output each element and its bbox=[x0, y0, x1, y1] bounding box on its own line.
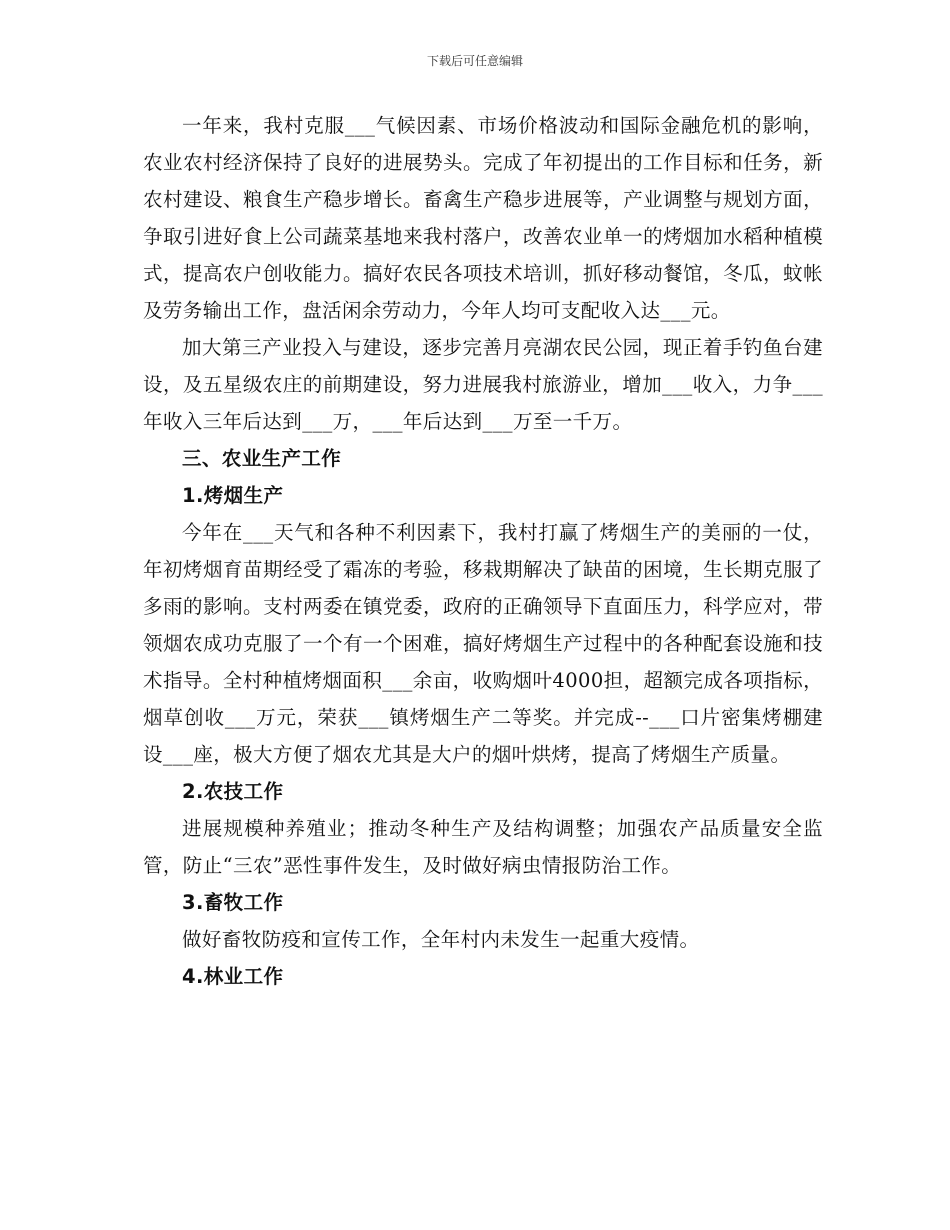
subheading-forestry: 4.林业工作 bbox=[182, 965, 284, 988]
subheading-agri-tech: 2.农技工作 bbox=[182, 780, 284, 803]
subheading-livestock: 3.畜牧工作 bbox=[182, 891, 284, 914]
paragraph-overview: 一年来，我村克服___气候因素、市场价格波动和国际金融危机的影响，农业农村经济保持了良好的进展势头。完成了年初提出的工作目标和任务，新农村建设、粮食生产稳步增长。畜禽生产稳步进展等，产业调整与规划方面，争取引进好食上公司蔬菜基地来我村落户，改善农业单一的烤烟加水稻种植模式，提高农户创收能力。搞好农民各项技术培训，抓好移动餐馆，冬瓜，蚊帐及劳务输出工作，盘活闲余劳动力，今年人均可支配收入达___元。 bbox=[143, 114, 823, 322]
paragraph-livestock: 做好畜牧防疫和宣传工作，全年村内未发生一起重大疫情。 bbox=[182, 928, 700, 951]
paragraph-tertiary-industry: 加大第三产业投入与建设，逐步完善月亮湖农民公园，现正着手钓鱼台建设，及五星级农庄的前期建设，努力进展我村旅游业，增加___收入，力争___年收入三年后达到___万，___年后达到___万至一千万。 bbox=[143, 336, 823, 433]
paragraph-tobacco: 今年在___天气和各种不利因素下，我村打赢了烤烟生产的美丽的一仗，年初烤烟育苗期经受了霜冻的考验，移栽期解决了缺苗的困境，生长期克服了多雨的影响。支村两委在镇党委，政府的正确领导下直面压力，科学应对，带领烟农成功克服了一个有一个困难，搞好烤烟生产过程中的各种配套设施和技术指导。全村种植烤烟面积___余亩，收购烟叶4000担，超额完成各项指标，烟草创收___万元，荣获___镇烤烟生产二等奖。并完成--___口片密集烤棚建设___座，极大方便了烟农尤其是大户的烟叶烘烤，提高了烤烟生产质量。 bbox=[143, 521, 823, 766]
page-header: 下载后可任意编辑 bbox=[426, 54, 523, 68]
document-body bbox=[143, 107, 823, 995]
subheading-tobacco: 1.烤烟生产 bbox=[182, 484, 284, 507]
paragraph-agri-tech: 进展规模种养殖业；推动冬种生产及结构调整；加强农产品质量安全监管，防止“三农”恶性事件发生，及时做好病虫情报防治工作。 bbox=[143, 817, 823, 877]
section-heading-agriculture: 三、农业生产工作 bbox=[182, 447, 342, 470]
